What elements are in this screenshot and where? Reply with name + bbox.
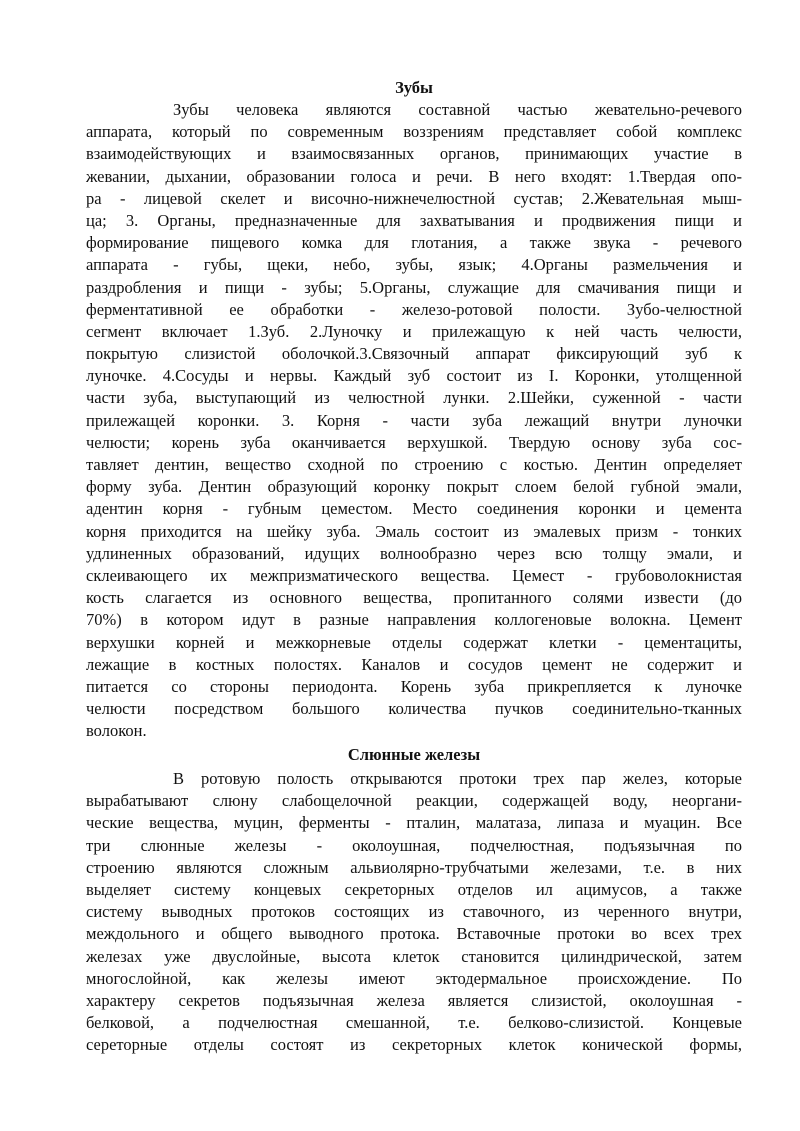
text-line: междольного и общего выводного протока. Вставочные протоки во всех трех <box>86 924 742 944</box>
text-line: многослойной, как железы имеют эктодермальное происхождение. По <box>86 968 742 988</box>
text-line: лежащие в костных полостях. Каналов и сосудов цемент не содержит и <box>86 654 742 674</box>
text-line: кость слагается из основного вещества, пропитанного солями извести (до <box>86 588 742 608</box>
section-body-salivary-glands <box>86 768 742 1056</box>
text-line: волокон. <box>86 721 147 741</box>
text-line: выделяет систему концевых секреторных отделов ил ацимусов, а также <box>86 879 742 899</box>
text-line: вырабатывают слюну слабощелочной реакции, содержащей воду, неоргани- <box>86 791 742 811</box>
text-line: тавляет дентин, вещество сходной по строению с костью. Дентин определяет <box>86 455 742 474</box>
text-line: сегмент включает 1.Зуб. 2.Луночку и прилежащую к ней часть челюсти, <box>86 321 742 341</box>
text-line: верхушки корней и межкорневые отделы содержат клетки - цементациты, <box>86 632 742 652</box>
text-line: луночке. 4.Сосуды и нервы. Каждый зуб состоит из I. Коронки, утолщенной <box>86 366 742 386</box>
text-line: склеивающего их межпризматического вещества. Цемест - грубоволокнистая <box>86 565 742 585</box>
text-line: аппарата - губы, щеки, небо, зубы, язык; 4.Органы размельчения и <box>86 255 742 275</box>
section-title-teeth: Зубы <box>395 78 433 97</box>
text-line: удлиненных образований, идущих волнообразно через всю толщу эмали, и <box>86 543 742 563</box>
text-line: характеру секретов подъязычная железа является слизистой, околоушная - <box>86 990 742 1010</box>
text-line: ра - лицевой скелет и височно-нижнечелюстной сустав; 2.Жевательная мыш- <box>86 188 742 208</box>
text-line: три слюнные железы - околоушная, подчелюстная, подъязычная по <box>86 835 742 855</box>
text-line: части зуба, выступающий из челюстной лунки. 2.Шейки, суженной - части <box>86 388 742 408</box>
text-line: прилежащей коронки. 3. Корня - части зуба лежащий внутри луночки <box>86 410 742 430</box>
text-line: аппарата, который по современным воззрениям представляет собой комплекс <box>86 122 742 142</box>
text-line: покрытую слизистой оболочкой.3.Связочный аппарат фиксирующий зуб к <box>86 344 742 364</box>
text-line: адентин корня - губным цеместом. Место соединения коронки и цемента <box>86 499 742 519</box>
text-line: 70%) в котором идут в разные направления коллогеновые волокна. Цемент <box>86 610 742 630</box>
section-title-salivary-glands: Слюнные железы <box>347 745 481 764</box>
text-line: формирование пищевого комка для глотания, а также звука - речевого <box>86 233 742 253</box>
text-line: ческие вещества, муцин, ферменты - пталин, малатаза, липаза и муацин. Все <box>86 813 742 833</box>
text-line: корня приходится на шейку зуба. Эмаль состоит из эмалевых призм - тонких <box>86 521 742 541</box>
text-line: взаимодействующих и взаимосвязанных органов, принимающих участие в <box>86 144 742 164</box>
text-line: систему выводных протоков состоящих из ставочного, из черенного внутри, <box>86 902 742 922</box>
text-line: челюсти; корень зуба оканчивается верхушкой. Твердую основу зуба сос- <box>86 432 742 452</box>
text-line: жевании, дыхании, образовании голоса и речи. В него входят: 1.Твердая опо- <box>86 166 742 186</box>
text-line: раздробления и пищи - зубы; 5.Органы, служащие для смачивания пищи и <box>86 277 742 297</box>
text-line: Зубы человека являются составной частью жевательно-речевого <box>173 100 742 119</box>
text-line: белковой, а подчелюстная смешанной, т.е. белково-слизистой. Концевые <box>86 1013 742 1033</box>
text-line: В ротовую полость открываются протоки трех пар желез, которые <box>173 769 742 788</box>
text-line: строению являются сложным альвиолярно-трубчатыми железами, т.е. в них <box>86 857 742 877</box>
text-line: сереторные отделы состоят из секреторных клеток конической формы, <box>86 1035 742 1055</box>
section-body-teeth <box>86 99 742 742</box>
text-line: ферментативной ее обработки - железо-ротовой полости. Зубо-челюстной <box>86 299 742 319</box>
text-line: питается со стороны периодонта. Корень зуба прикрепляется к луночке <box>86 676 742 696</box>
text-line: челюсти посредством большого количества пучков соединительно-тканных <box>86 699 742 719</box>
text-line: железах уже двуслойные, высота клеток становится цилиндрической, затем <box>86 946 742 966</box>
text-line: ца; 3. Органы, предназначенные для захватывания и продвижения пищи и <box>86 210 742 230</box>
text-line: форму зуба. Дентин образующий коронку покрыт слоем белой губной эмали, <box>86 477 742 497</box>
